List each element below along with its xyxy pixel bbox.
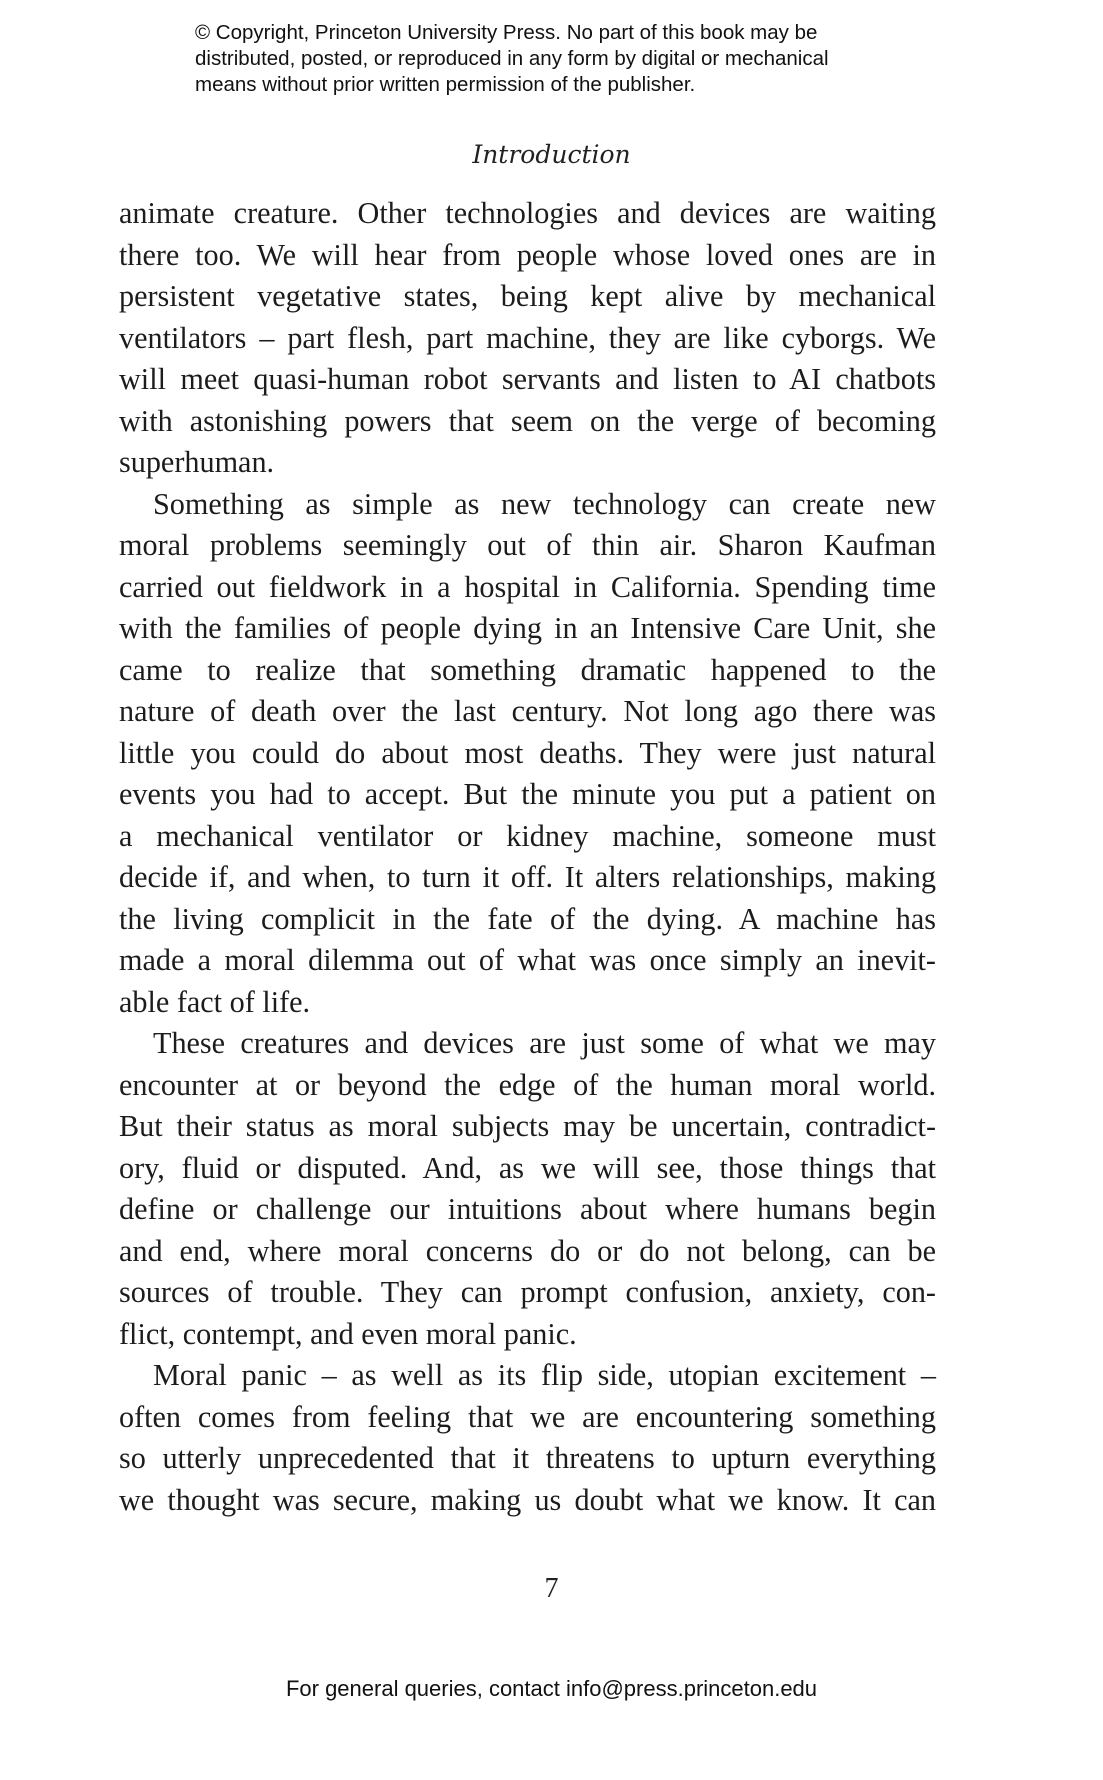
text-line: flict, contempt, and even moral panic.	[119, 1316, 577, 1351]
text-line: a mechanical ventilator or kidney machine, someone must	[119, 818, 936, 853]
text-line: moral problems seemingly out of thin air. Sharon Kaufman	[119, 528, 936, 562]
text-line: so utterly unprecedented that it threatens to upturn everything	[119, 1441, 936, 1475]
paragraph	[119, 484, 936, 1024]
text-line: with astonishing powers that seem on the verge of becoming	[119, 403, 936, 438]
text-line: we thought was secure, making us doubt what we know. It can	[119, 1482, 936, 1517]
text-line: persistent vegetative states, being kept alive by mechanical	[119, 279, 936, 313]
paragraph	[119, 1023, 936, 1355]
running-head: Introduction	[472, 140, 631, 169]
text-line: the living complicit in the fate of the dying. A machine has	[119, 901, 936, 936]
text-line: carried out fieldwork in a hospital in California. Spending time	[119, 569, 936, 604]
text-line: encounter at or beyond the edge of the human moral world.	[119, 1067, 936, 1102]
text-line: But their status as moral subjects may be uncertain, contradict-	[119, 1109, 936, 1143]
text-line: nature of death over the last century. Not long ago there was	[119, 694, 936, 728]
text-line: ory, fluid or disputed. And, as we will see, those things that	[119, 1150, 936, 1185]
text-line: there too. We will hear from people whose loved ones are in	[119, 237, 936, 272]
text-line: little you could do about most deaths. They were just natural	[119, 735, 936, 770]
text-line: Moral panic – as well as its flip side, utopian excitement –	[153, 1358, 936, 1392]
copyright-line: distributed, posted, or reproduced in any form by digital or mechanical	[195, 47, 829, 70]
text-line: decide if, and when, to turn it off. It alters relationships, making	[119, 860, 936, 894]
footer-contact: For general queries, contact info@press.princeton.edu	[285, 1676, 818, 1701]
text-line: superhuman.	[119, 445, 275, 479]
paragraph	[119, 1355, 936, 1521]
text-line: came to realize that something dramatic happened to the	[119, 652, 936, 687]
text-line: animate creature. Other technologies and devices are waiting	[119, 196, 936, 230]
text-line: sources of trouble. They can prompt confusion, anxiety, con-	[119, 1275, 936, 1309]
text-line: will meet quasi-human robot servants and listen to AI chatbots	[119, 362, 936, 396]
copyright-notice	[195, 20, 915, 98]
page-number: 7	[544, 1573, 559, 1604]
text-line: made a moral dilemma out of what was once simply an inevit-	[119, 943, 936, 977]
text-line: define or challenge our intuitions about where humans begin	[119, 1192, 936, 1226]
text-line: events you had to accept. But the minute you put a patient on	[119, 777, 936, 811]
text-line: and end, where moral concerns do or do not belong, can be	[119, 1233, 936, 1268]
text-line: Something as simple as new technology can create new	[153, 486, 936, 521]
text-line: able fact of life.	[119, 984, 311, 1019]
body-text	[119, 193, 936, 1521]
text-line: These creatures and devices are just some of what we may	[153, 1026, 936, 1060]
copyright-line: © Copyright, Princeton University Press. No part of this book may be	[195, 21, 818, 44]
text-line: often comes from feeling that we are encountering something	[119, 1399, 936, 1434]
copyright-line: means without prior written permission of the publisher.	[195, 73, 696, 96]
text-line: ventilators – part flesh, part machine, they are like cyborgs. We	[119, 320, 936, 355]
paragraph	[119, 193, 936, 484]
text-line: with the families of people dying in an Intensive Care Unit, she	[119, 611, 936, 645]
